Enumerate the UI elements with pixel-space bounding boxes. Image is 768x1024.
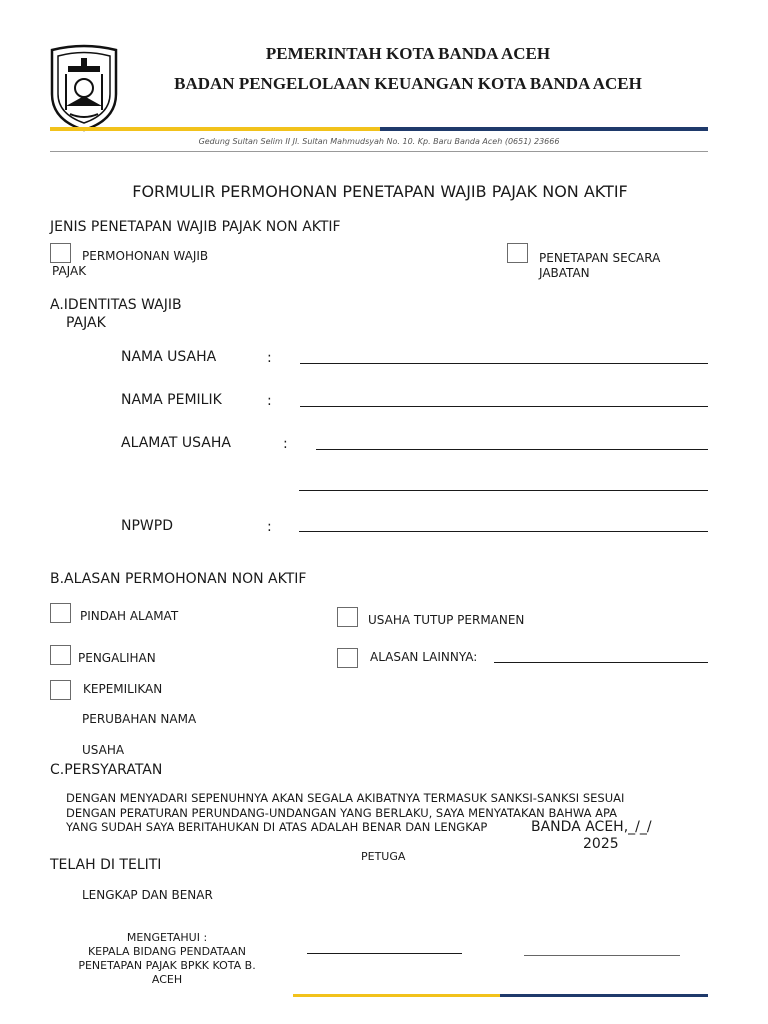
kepala-line2: PENETAPAN PAJAK BPKK KOTA B. — [78, 959, 256, 972]
form-title: FORMULIR PERMOHONAN PENETAPAN WAJIB PAJAK NON AKTIF — [132, 182, 628, 201]
checkbox-usaha-tutup[interactable] — [337, 607, 358, 627]
header-gold-bar — [50, 127, 380, 131]
checkbox-pengalihan[interactable] — [50, 645, 71, 665]
label-nama-pemilik: NAMA PEMILIK — [121, 392, 222, 408]
checkbox-permohonan[interactable] — [50, 243, 71, 263]
label-usaha: USAHA — [82, 743, 125, 757]
telah-diteliti: TELAH DI TELITI — [50, 857, 162, 873]
label-kepemilikan: KEPEMILIKAN — [83, 682, 163, 696]
petugas-label: PETUGA — [361, 850, 406, 863]
mengetahui-label: MENGETAHUI : — [126, 931, 208, 944]
label-alamat-usaha: ALAMAT USAHA — [121, 435, 231, 451]
option-permohonan-line1: PERMOHONAN WAJIB — [82, 249, 209, 263]
footer-navy-bar — [500, 994, 708, 997]
signature-line-pemohon[interactable] — [524, 955, 680, 956]
label-usaha-tutup: USAHA TUTUP PERMANEN — [368, 613, 525, 627]
mengetahui-block — [50, 931, 284, 987]
label-perubahan-nama: PERUBAHAN NAMA — [82, 712, 197, 726]
section-a-heading-cont: PAJAK — [66, 315, 106, 331]
colon: : — [267, 393, 272, 409]
header-navy-bar — [380, 127, 708, 131]
header-government-title: PEMERINTAH KOTA BANDA ACEH — [265, 44, 551, 63]
header-agency-title: BADAN PENGELOLAAN KEUANGAN KOTA BANDA ACEH — [174, 74, 642, 93]
checkbox-kepemilikan[interactable] — [50, 680, 71, 700]
field-npwpd[interactable] — [299, 531, 708, 532]
field-alamat-usaha[interactable] — [316, 449, 708, 450]
checkbox-penetapan-jabatan[interactable] — [507, 243, 528, 263]
field-nama-usaha[interactable] — [300, 363, 708, 364]
jenis-heading: JENIS PENETAPAN WAJIB PAJAK NON AKTIF — [50, 219, 341, 235]
option-jabatan-line1: PENETAPAN SECARA — [539, 251, 661, 265]
section-b-heading: B.ALASAN PERMOHONAN NON AKTIF — [50, 571, 307, 587]
colon: : — [267, 350, 272, 366]
footer-gold-bar — [293, 994, 500, 997]
date-location: BANDA ACEH,_/_/ — [531, 819, 652, 835]
label-pengalihan: PENGALIHAN — [78, 651, 156, 665]
field-alasan-lainnya[interactable] — [494, 662, 708, 663]
option-permohonan-line2: PAJAK — [52, 264, 87, 278]
field-nama-pemilik[interactable] — [300, 406, 708, 407]
statement-line2: DENGAN PERATURAN PERUNDANG-UNDANGAN YANG BERLAKU, SAYA MENYATAKAN BAHWA APA — [66, 806, 618, 820]
signature-line-petugas[interactable] — [307, 953, 462, 954]
checkbox-alasan-lainnya[interactable] — [337, 648, 358, 668]
date-year: 2025 — [583, 836, 619, 852]
label-npwpd: NPWPD — [121, 518, 173, 534]
label-nama-usaha: NAMA USAHA — [121, 349, 217, 365]
header-address: Gedung Sultan Selim II Jl. Sultan Mahmudsyah No. 10. Kp. Baru Banda Aceh (0651) 23666 — [198, 137, 560, 146]
checkbox-pindah-alamat[interactable] — [50, 603, 71, 623]
option-jabatan-line2: JABATAN — [539, 266, 590, 280]
section-a-heading: A.IDENTITAS WAJIB — [50, 297, 182, 313]
statement-line3: YANG SUDAH SAYA BERITAHUKAN DI ATAS ADALAH BENAR DAN LENGKAP — [66, 820, 488, 834]
kepala-line3: ACEH — [151, 973, 183, 986]
header-divider — [50, 151, 708, 152]
label-alasan-lainnya: ALASAN LAINNYA: — [370, 650, 478, 664]
kepala-line1: KEPALA BIDANG PENDATAAN — [87, 945, 247, 958]
lengkap-dan-benar: LENGKAP DAN BENAR — [82, 888, 213, 902]
colon: : — [283, 436, 288, 452]
statement-line1: DENGAN MENYADARI SEPENUHNYA AKAN SEGALA AKIBATNYA TERMASUK SANKSI-SANKSI SESUAI — [66, 791, 625, 805]
section-c-heading: C.PERSYARATAN — [50, 762, 163, 778]
field-alamat-usaha-line2[interactable] — [299, 490, 708, 491]
colon: : — [267, 519, 272, 535]
label-pindah-alamat: PINDAH ALAMAT — [80, 609, 179, 623]
